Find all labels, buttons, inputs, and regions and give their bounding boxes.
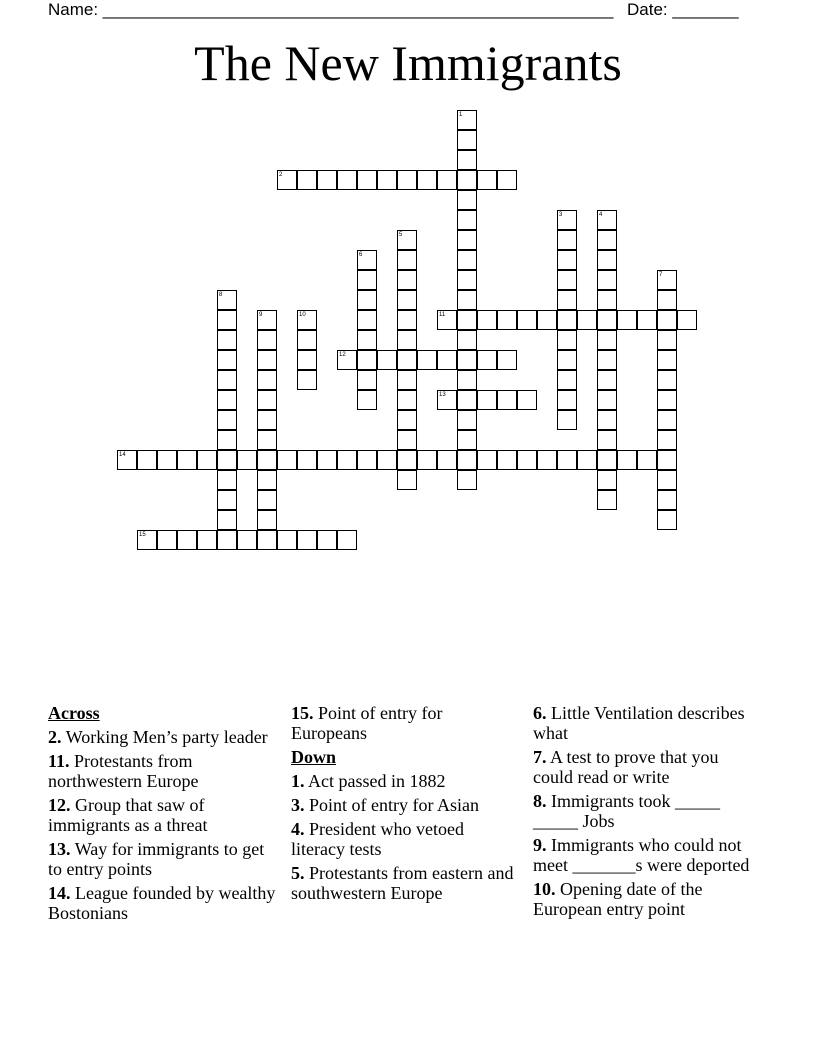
crossword-cell[interactable]	[237, 530, 257, 550]
crossword-cell[interactable]	[457, 110, 477, 130]
clue-number-label: 10	[299, 312, 306, 318]
crossword-cell[interactable]	[597, 410, 617, 430]
crossword-cell[interactable]	[257, 470, 277, 490]
crossword-cell[interactable]	[377, 450, 397, 470]
crossword-cell[interactable]	[617, 310, 637, 330]
clue-number-label: 13	[439, 392, 446, 398]
crossword-cell[interactable]	[297, 170, 317, 190]
crossword-cell[interactable]	[457, 450, 477, 470]
crossword-cell[interactable]	[277, 450, 297, 470]
crossword-cell[interactable]	[197, 530, 217, 550]
crossword-cell[interactable]	[357, 270, 377, 290]
crossword-cell[interactable]	[357, 290, 377, 310]
crossword-cell[interactable]	[597, 490, 617, 510]
clue-number-label: 4	[599, 212, 603, 218]
crossword-cell[interactable]	[557, 370, 577, 390]
crossword-cell[interactable]	[397, 450, 417, 470]
clues-column-1	[48, 703, 278, 927]
crossword-cell[interactable]	[297, 370, 317, 390]
crossword-cell[interactable]	[677, 310, 697, 330]
crossword-cell[interactable]	[477, 350, 497, 370]
crossword-cell[interactable]	[377, 170, 397, 190]
crossword-cell[interactable]	[217, 310, 237, 330]
crossword-cell[interactable]	[497, 450, 517, 470]
crossword-cell[interactable]	[497, 390, 517, 410]
clue-across-14: 14. League founded by wealthy Bostonians	[48, 883, 276, 923]
crossword-cell[interactable]	[597, 390, 617, 410]
crossword-cell[interactable]	[237, 450, 257, 470]
crossword-cell[interactable]	[417, 350, 437, 370]
crossword-cell[interactable]	[257, 330, 277, 350]
crossword-cell[interactable]	[657, 470, 677, 490]
crossword-cell[interactable]	[517, 310, 537, 330]
crossword-cell[interactable]	[397, 430, 417, 450]
crossword-cell[interactable]	[597, 250, 617, 270]
crossword-cell[interactable]	[217, 350, 237, 370]
crossword-cell[interactable]	[217, 410, 237, 430]
crossword-cell[interactable]	[457, 430, 477, 450]
clue-number-label: 6	[359, 252, 363, 258]
crossword-cell[interactable]	[557, 250, 577, 270]
crossword-cell[interactable]	[217, 490, 237, 510]
crossword-cell[interactable]	[457, 150, 477, 170]
crossword-cell[interactable]	[217, 510, 237, 530]
clue-across-2: 2. Working Men’s party leader	[48, 727, 268, 747]
clue-down-1: 1. Act passed in 1882	[291, 771, 446, 791]
crossword-cell[interactable]	[257, 510, 277, 530]
crossword-cell[interactable]	[337, 450, 357, 470]
clue-down-4: 4. President who vetoed literacy tests	[291, 819, 464, 859]
crossword-cell[interactable]	[557, 210, 577, 230]
crossword-cell[interactable]	[277, 530, 297, 550]
crossword-cell[interactable]	[657, 270, 677, 290]
crossword-cell[interactable]	[437, 310, 457, 330]
crossword-cell[interactable]	[177, 450, 197, 470]
crossword-cell[interactable]	[477, 450, 497, 470]
crossword-cell[interactable]	[457, 210, 477, 230]
crossword-cell[interactable]	[357, 390, 377, 410]
crossword-cell[interactable]	[597, 210, 617, 230]
crossword-cell[interactable]	[557, 290, 577, 310]
crossword-cell[interactable]	[397, 270, 417, 290]
crossword-cell[interactable]	[577, 310, 597, 330]
crossword-cell[interactable]	[637, 450, 657, 470]
crossword-cell[interactable]	[397, 310, 417, 330]
crossword-cell[interactable]	[157, 450, 177, 470]
crossword-cell[interactable]	[497, 170, 517, 190]
crossword-cell[interactable]	[217, 390, 237, 410]
crossword-cell[interactable]	[477, 310, 497, 330]
crossword-cell[interactable]	[597, 430, 617, 450]
crossword-cell[interactable]	[297, 450, 317, 470]
clue-number-label: 15	[139, 532, 146, 538]
crossword-cell[interactable]	[597, 270, 617, 290]
crossword-cell[interactable]	[657, 410, 677, 430]
crossword-cell[interactable]	[557, 230, 577, 250]
crossword-cell[interactable]	[397, 290, 417, 310]
crossword-cell[interactable]	[397, 370, 417, 390]
crossword-cell[interactable]	[257, 350, 277, 370]
clue-number-label: 7	[659, 272, 663, 278]
crossword-cell[interactable]	[437, 170, 457, 190]
date-field-label: Date: _______	[627, 0, 739, 19]
crossword-cell[interactable]	[657, 350, 677, 370]
crossword-cell[interactable]	[557, 310, 577, 330]
crossword-cell[interactable]	[597, 350, 617, 370]
crossword-cell[interactable]	[297, 350, 317, 370]
crossword-cell[interactable]	[157, 530, 177, 550]
crossword-cell[interactable]	[317, 170, 337, 190]
crossword-cell[interactable]	[217, 370, 237, 390]
across-heading: Across	[48, 703, 100, 723]
crossword-cell[interactable]	[537, 310, 557, 330]
crossword-cell[interactable]	[497, 350, 517, 370]
crossword-cell[interactable]	[657, 450, 677, 470]
crossword-cell[interactable]	[597, 290, 617, 310]
crossword-cell[interactable]	[217, 430, 237, 450]
clues-column-2	[291, 703, 516, 907]
crossword-cell[interactable]	[317, 450, 337, 470]
crossword-cell[interactable]	[477, 390, 497, 410]
crossword-cell[interactable]	[397, 470, 417, 490]
crossword-cell[interactable]	[397, 230, 417, 250]
clue-across-15: 15. Point of entry for Europeans	[291, 703, 443, 743]
crossword-cell[interactable]	[457, 190, 477, 210]
crossword-cell[interactable]	[557, 350, 577, 370]
crossword-cell[interactable]	[257, 490, 277, 510]
crossword-cell[interactable]	[397, 390, 417, 410]
crossword-cell[interactable]	[437, 350, 457, 370]
crossword-cell[interactable]	[537, 450, 557, 470]
crossword-cell[interactable]	[117, 450, 137, 470]
crossword-cell[interactable]	[477, 170, 497, 190]
crossword-cell[interactable]	[397, 350, 417, 370]
clue-number-label: 5	[399, 232, 403, 238]
crossword-cell[interactable]	[557, 270, 577, 290]
clue-number-label: 2	[279, 172, 283, 178]
crossword-cell[interactable]	[557, 390, 577, 410]
crossword-cell[interactable]	[597, 310, 617, 330]
crossword-cell[interactable]	[497, 310, 517, 330]
clue-down-9: 9. Immigrants who could not meet _______s were deported	[533, 835, 750, 875]
crossword-cell[interactable]	[357, 350, 377, 370]
clue-number-label: 8	[219, 292, 223, 298]
crossword-cell[interactable]	[457, 250, 477, 270]
crossword-cell[interactable]	[617, 450, 637, 470]
crossword-cell[interactable]	[257, 410, 277, 430]
crossword-cell[interactable]	[217, 290, 237, 310]
crossword-cell[interactable]	[337, 530, 357, 550]
crossword-cell[interactable]	[657, 430, 677, 450]
crossword-cell[interactable]	[137, 450, 157, 470]
crossword-cell[interactable]	[217, 450, 237, 470]
crossword-cell[interactable]	[177, 530, 197, 550]
crossword-cell[interactable]	[217, 330, 237, 350]
crossword-cell[interactable]	[457, 310, 477, 330]
crossword-cell[interactable]	[137, 530, 157, 550]
clue-down-8: 8. Immigrants took _____ _____ Jobs	[533, 791, 720, 831]
crossword-cell[interactable]	[357, 370, 377, 390]
crossword-cell[interactable]	[297, 530, 317, 550]
crossword-cell[interactable]	[457, 230, 477, 250]
crossword-cell[interactable]	[437, 450, 457, 470]
clue-number-label: 14	[119, 452, 126, 458]
crossword-cell[interactable]	[257, 430, 277, 450]
crossword-cell[interactable]	[297, 310, 317, 330]
crossword-cell[interactable]	[257, 310, 277, 330]
crossword-cell[interactable]	[457, 130, 477, 150]
crossword-cell[interactable]	[457, 290, 477, 310]
crossword-cell[interactable]	[257, 450, 277, 470]
crossword-cell[interactable]	[657, 310, 677, 330]
crossword-cell[interactable]	[277, 170, 297, 190]
crossword-cell[interactable]	[377, 350, 397, 370]
clue-across-12: 12. Group that saw of immigrants as a threat	[48, 795, 208, 835]
clue-down-5: 5. Protestants from eastern and southwestern Europe	[291, 863, 514, 903]
crossword-cell[interactable]	[457, 390, 477, 410]
crossword-cell[interactable]	[457, 350, 477, 370]
clues-column-3	[533, 703, 758, 923]
crossword-cell[interactable]	[597, 470, 617, 490]
crossword-cell[interactable]	[557, 410, 577, 430]
crossword-cell[interactable]	[597, 450, 617, 470]
crossword-cell[interactable]	[657, 290, 677, 310]
crossword-cell[interactable]	[657, 490, 677, 510]
crossword-cell[interactable]	[457, 370, 477, 390]
crossword-cell[interactable]	[597, 370, 617, 390]
clue-down-6: 6. Little Ventilation describes what	[533, 703, 745, 743]
crossword-cell[interactable]	[357, 450, 377, 470]
crossword-cell[interactable]	[397, 330, 417, 350]
crossword-cell[interactable]	[417, 450, 437, 470]
crossword-cell[interactable]	[657, 510, 677, 530]
crossword-cell[interactable]	[357, 170, 377, 190]
clue-number-label: 3	[559, 212, 563, 218]
crossword-cell[interactable]	[357, 250, 377, 270]
clue-down-10: 10. Opening date of the European entry point	[533, 879, 703, 919]
crossword-cell[interactable]	[457, 470, 477, 490]
clue-number-label: 1	[459, 112, 463, 118]
crossword-cell[interactable]	[597, 330, 617, 350]
crossword-cell[interactable]	[257, 370, 277, 390]
crossword-cell[interactable]	[217, 470, 237, 490]
crossword-cell[interactable]	[597, 230, 617, 250]
crossword-cell[interactable]	[337, 170, 357, 190]
crossword-cell[interactable]	[577, 450, 597, 470]
clue-down-3: 3. Point of entry for Asian	[291, 795, 479, 815]
down-heading: Down	[291, 747, 337, 767]
clue-number-label: 9	[259, 312, 263, 318]
crossword-cell[interactable]	[437, 390, 457, 410]
crossword-cell[interactable]	[657, 370, 677, 390]
crossword-cell[interactable]	[557, 330, 577, 350]
crossword-cell[interactable]	[457, 410, 477, 430]
crossword-cell[interactable]	[357, 310, 377, 330]
crossword-cell[interactable]	[197, 450, 217, 470]
crossword-cell[interactable]	[657, 390, 677, 410]
crossword-cell[interactable]	[517, 390, 537, 410]
crossword-cell[interactable]	[397, 250, 417, 270]
clue-across-13: 13. Way for immigrants to get to entry points	[48, 839, 265, 879]
crossword-cell[interactable]	[297, 330, 317, 350]
crossword-cell[interactable]	[637, 310, 657, 330]
crossword-cell[interactable]	[457, 170, 477, 190]
crossword-cell[interactable]	[417, 170, 437, 190]
crossword-cell[interactable]	[397, 170, 417, 190]
crossword-cell[interactable]	[657, 330, 677, 350]
crossword-cell[interactable]	[557, 450, 577, 470]
clue-number-label: 12	[339, 352, 346, 358]
crossword-cell[interactable]	[257, 390, 277, 410]
crossword-cell[interactable]	[457, 330, 477, 350]
crossword-cell[interactable]	[457, 270, 477, 290]
clue-number-label: 11	[439, 312, 446, 318]
name-field-label: Name: ______________________________________________________	[48, 0, 614, 19]
crossword-cell[interactable]	[217, 530, 237, 550]
clue-down-7: 7. A test to prove that you could read or write	[533, 747, 719, 787]
crossword-cell[interactable]	[397, 410, 417, 430]
crossword-cell[interactable]	[357, 330, 377, 350]
clue-across-11: 11. Protestants from northwestern Europe	[48, 751, 199, 791]
crossword-cell[interactable]	[337, 350, 357, 370]
page-title: The New Immigrants	[194, 35, 622, 91]
crossword-cell[interactable]	[517, 450, 537, 470]
crossword-cell[interactable]	[317, 530, 337, 550]
crossword-cell[interactable]	[257, 530, 277, 550]
